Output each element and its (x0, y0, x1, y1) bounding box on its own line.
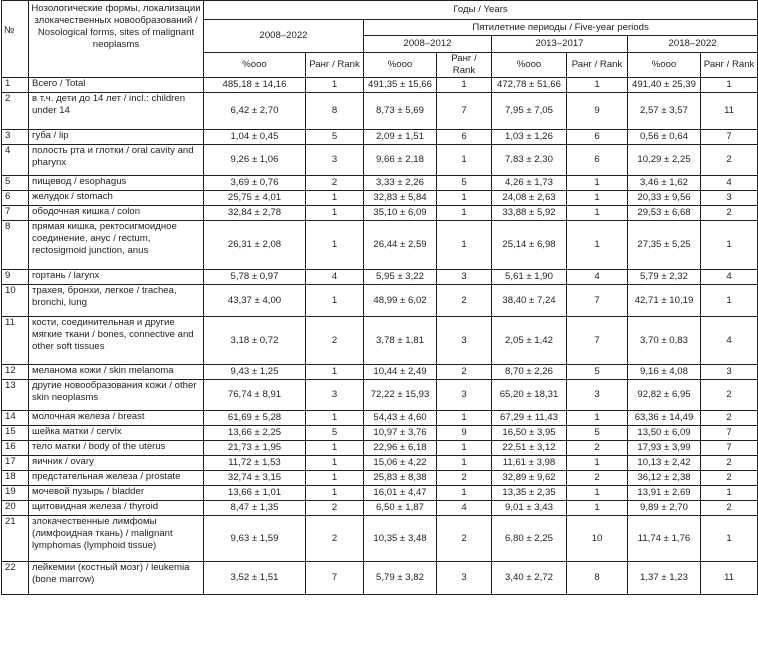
site-label: меланома кожи / skin melanoma (29, 365, 204, 380)
rank-cell: 1 (701, 221, 758, 270)
rate-cell: 5,79 ± 3,82 (364, 562, 437, 595)
rate-cell: 5,79 ± 2,32 (628, 270, 701, 285)
table-row (2, 221, 758, 270)
rank-cell: 1 (437, 441, 492, 456)
rate-cell: 11,61 ± 3,98 (492, 456, 567, 471)
rate-cell: 7,95 ± 7,05 (492, 93, 567, 130)
site-label: шейка матки / cervix (29, 426, 204, 441)
rank-cell: 4 (306, 270, 364, 285)
rate-cell: 491,35 ± 15,66 (364, 78, 437, 93)
rank-cell: 1 (701, 78, 758, 93)
rate-cell: 15,06 ± 4,22 (364, 456, 437, 471)
rate-cell: 21,73 ± 1,95 (204, 441, 306, 456)
rank-cell: 10 (567, 516, 628, 562)
rank-cell: 1 (306, 486, 364, 501)
rate-cell: 54,43 ± 4,60 (364, 411, 437, 426)
site-label: злокачественные лимфомы (лимфоидная ткань) / malignant lymphomas (lymphoid tissue) (29, 516, 204, 562)
rate-cell: 3,52 ± 1,51 (204, 562, 306, 595)
rank-cell: 2 (567, 471, 628, 486)
rate-header: %ooo (364, 53, 437, 78)
site-label: тело матки / body of the uterus (29, 441, 204, 456)
rank-cell: 3 (437, 317, 492, 365)
rank-cell: 7 (701, 130, 758, 145)
table-row (2, 317, 758, 365)
rank-cell: 2 (306, 176, 364, 191)
rank-cell: 3 (567, 380, 628, 411)
rate-cell: 9,26 ± 1,06 (204, 145, 306, 176)
rate-cell: 24,08 ± 2,63 (492, 191, 567, 206)
rate-cell: 9,66 ± 2,18 (364, 145, 437, 176)
rank-cell: 7 (437, 93, 492, 130)
rank-cell: 2 (437, 365, 492, 380)
table-row (2, 78, 758, 93)
rate-cell: 22,51 ± 3,12 (492, 441, 567, 456)
rank-cell: 2 (701, 501, 758, 516)
rank-cell: 8 (567, 562, 628, 595)
rate-cell: 25,83 ± 8,38 (364, 471, 437, 486)
rank-cell: 2 (306, 317, 364, 365)
rank-cell: 11 (701, 562, 758, 595)
rank-cell: 3 (437, 380, 492, 411)
rank-cell: 7 (701, 426, 758, 441)
rank-cell: 1 (306, 411, 364, 426)
row-number: 5 (2, 176, 29, 191)
table-row (2, 516, 758, 562)
rate-cell: 5,61 ± 1,90 (492, 270, 567, 285)
rate-cell: 67,29 ± 11,43 (492, 411, 567, 426)
table-row (2, 93, 758, 130)
rank-cell: 5 (437, 176, 492, 191)
table-row (2, 285, 758, 317)
rank-cell: 1 (567, 191, 628, 206)
table-row (2, 411, 758, 426)
rank-header: Ранг / Rank (437, 53, 492, 78)
rate-cell: 17,93 ± 3,99 (628, 441, 701, 456)
table-row (2, 176, 758, 191)
rate-cell: 25,14 ± 6,98 (492, 221, 567, 270)
rank-cell: 1 (306, 456, 364, 471)
rate-cell: 9,89 ± 2,70 (628, 501, 701, 516)
rate-cell: 1,37 ± 1,23 (628, 562, 701, 595)
rate-cell: 472,78 ± 51,66 (492, 78, 567, 93)
site-label: гортань / larynx (29, 270, 204, 285)
row-number: 2 (2, 93, 29, 130)
site-label: ободочная кишка / colon (29, 206, 204, 221)
rank-cell: 1 (306, 365, 364, 380)
rank-cell: 1 (437, 221, 492, 270)
rank-cell: 2 (437, 285, 492, 317)
rate-cell: 7,83 ± 2,30 (492, 145, 567, 176)
rank-cell: 1 (437, 206, 492, 221)
rank-cell: 1 (567, 456, 628, 471)
row-number: 10 (2, 285, 29, 317)
rank-cell: 1 (437, 456, 492, 471)
table-row (2, 270, 758, 285)
table-row (2, 441, 758, 456)
rank-cell: 5 (567, 426, 628, 441)
rank-cell: 6 (567, 145, 628, 176)
rank-cell: 11 (701, 93, 758, 130)
row-number: 22 (2, 562, 29, 595)
row-number: 7 (2, 206, 29, 221)
rank-cell: 2 (701, 206, 758, 221)
rank-cell: 1 (306, 285, 364, 317)
site-label: пищевод / esophagus (29, 176, 204, 191)
row-number: 11 (2, 317, 29, 365)
rate-cell: 48,99 ± 6,02 (364, 285, 437, 317)
rate-cell: 3,78 ± 1,81 (364, 317, 437, 365)
rate-cell: 13,91 ± 2,69 (628, 486, 701, 501)
rank-cell: 1 (567, 206, 628, 221)
rank-cell: 1 (437, 78, 492, 93)
row-number: 1 (2, 78, 29, 93)
rate-cell: 8,47 ± 1,35 (204, 501, 306, 516)
rank-header: Ранг / Rank (701, 53, 758, 78)
site-label: щитовидная железа / thyroid (29, 501, 204, 516)
overall-period-header: 2008–2022 (204, 20, 364, 53)
years-header: Годы / Years (204, 1, 758, 20)
rate-cell: 32,83 ± 5,84 (364, 191, 437, 206)
rank-cell: 2 (567, 441, 628, 456)
rank-cell: 3 (701, 365, 758, 380)
rank-cell: 1 (567, 221, 628, 270)
rate-cell: 9,43 ± 1,25 (204, 365, 306, 380)
rate-cell: 485,18 ± 14,16 (204, 78, 306, 93)
rank-cell: 3 (701, 191, 758, 206)
site-label: губа / lip (29, 130, 204, 145)
rate-cell: 10,13 ± 2,42 (628, 456, 701, 471)
row-number: 17 (2, 456, 29, 471)
site-label: желудок / stomach (29, 191, 204, 206)
row-number: 20 (2, 501, 29, 516)
rate-cell: 10,44 ± 2,49 (364, 365, 437, 380)
rate-cell: 3,40 ± 2,72 (492, 562, 567, 595)
rank-header: Ранг / Rank (306, 53, 364, 78)
rate-cell: 36,12 ± 2,38 (628, 471, 701, 486)
rate-cell: 16,50 ± 3,95 (492, 426, 567, 441)
rank-cell: 1 (437, 191, 492, 206)
rank-cell: 5 (306, 130, 364, 145)
rate-cell: 35,10 ± 6,09 (364, 206, 437, 221)
row-number: 8 (2, 221, 29, 270)
row-number: 13 (2, 380, 29, 411)
rate-cell: 4,26 ± 1,73 (492, 176, 567, 191)
row-number: 4 (2, 145, 29, 176)
rate-cell: 43,37 ± 4,00 (204, 285, 306, 317)
rate-cell: 13,50 ± 6,09 (628, 426, 701, 441)
rank-cell: 5 (567, 365, 628, 380)
rate-header: %ooo (204, 53, 306, 78)
rank-header: Ранг / Rank (567, 53, 628, 78)
site-label: лейкемии (костный мозг) / leukemia (bone marrow) (29, 562, 204, 595)
rank-cell: 6 (567, 130, 628, 145)
rate-cell: 11,72 ± 1,53 (204, 456, 306, 471)
rate-cell: 491,40 ± 25,39 (628, 78, 701, 93)
rank-cell: 1 (567, 176, 628, 191)
rank-cell: 4 (701, 270, 758, 285)
site-label: мочевой пузырь / bladder (29, 486, 204, 501)
rank-cell: 3 (437, 562, 492, 595)
row-number: 16 (2, 441, 29, 456)
rate-cell: 29,53 ± 6,68 (628, 206, 701, 221)
rate-cell: 0,56 ± 0,64 (628, 130, 701, 145)
rate-cell: 10,29 ± 2,25 (628, 145, 701, 176)
number-header: № (2, 1, 29, 78)
table-row (2, 365, 758, 380)
rank-cell: 2 (701, 411, 758, 426)
rank-cell: 1 (701, 285, 758, 317)
rank-cell: 8 (306, 93, 364, 130)
rank-cell: 9 (567, 93, 628, 130)
rank-cell: 1 (306, 221, 364, 270)
table-body (2, 78, 758, 595)
rate-cell: 32,74 ± 3,15 (204, 471, 306, 486)
rank-cell: 1 (306, 78, 364, 93)
rank-cell: 5 (306, 426, 364, 441)
rank-cell: 1 (701, 516, 758, 562)
rate-cell: 3,33 ± 2,26 (364, 176, 437, 191)
rate-cell: 38,40 ± 7,24 (492, 285, 567, 317)
site-label: прямая кишка, ректосигмоидное соединение, анус / rectum, rectosigmoid junction, anus (29, 221, 204, 270)
rank-cell: 4 (567, 270, 628, 285)
site-label: Всего / Total (29, 78, 204, 93)
rate-cell: 9,01 ± 3,43 (492, 501, 567, 516)
rank-cell: 7 (306, 562, 364, 595)
site-label: трахея, бронхи, легкое / trachea, bronchi, lung (29, 285, 204, 317)
row-number: 9 (2, 270, 29, 285)
rank-cell: 2 (701, 145, 758, 176)
rank-cell: 9 (437, 426, 492, 441)
rate-cell: 5,78 ± 0,97 (204, 270, 306, 285)
rate-cell: 8,70 ± 2,26 (492, 365, 567, 380)
rank-cell: 3 (306, 145, 364, 176)
table-row (2, 471, 758, 486)
row-number: 15 (2, 426, 29, 441)
rate-cell: 9,63 ± 1,59 (204, 516, 306, 562)
rate-cell: 11,74 ± 1,76 (628, 516, 701, 562)
rate-cell: 20,33 ± 9,56 (628, 191, 701, 206)
rate-cell: 25,75 ± 4,01 (204, 191, 306, 206)
rate-cell: 32,84 ± 2,78 (204, 206, 306, 221)
site-label: молочная железа / breast (29, 411, 204, 426)
incidence-table (1, 0, 758, 595)
table-row (2, 145, 758, 176)
rate-cell: 1,04 ± 0,45 (204, 130, 306, 145)
rate-cell: 26,31 ± 2,08 (204, 221, 306, 270)
rate-cell: 27,35 ± 5,25 (628, 221, 701, 270)
rate-cell: 9,16 ± 4,08 (628, 365, 701, 380)
site-label: кости, соединительная и другие мягкие ткани / bones, connective and other soft tissues (29, 317, 204, 365)
rate-cell: 10,35 ± 3,48 (364, 516, 437, 562)
rate-header: %ooo (628, 53, 701, 78)
rate-cell: 13,66 ± 2,25 (204, 426, 306, 441)
rank-cell: 1 (437, 145, 492, 176)
rate-cell: 3,70 ± 0,83 (628, 317, 701, 365)
table-row (2, 501, 758, 516)
row-number: 14 (2, 411, 29, 426)
rate-cell: 42,71 ± 10,19 (628, 285, 701, 317)
table-row (2, 486, 758, 501)
rank-cell: 6 (437, 130, 492, 145)
rate-cell: 63,36 ± 14,49 (628, 411, 701, 426)
rank-cell: 1 (567, 486, 628, 501)
row-number: 21 (2, 516, 29, 562)
rank-cell: 1 (701, 486, 758, 501)
rank-cell: 4 (701, 176, 758, 191)
rate-cell: 92,82 ± 6,95 (628, 380, 701, 411)
row-number: 3 (2, 130, 29, 145)
rank-cell: 2 (306, 516, 364, 562)
rate-cell: 6,42 ± 2,70 (204, 93, 306, 130)
rate-cell: 13,66 ± 1,01 (204, 486, 306, 501)
rank-cell: 1 (567, 78, 628, 93)
rate-cell: 8,73 ± 5,69 (364, 93, 437, 130)
rate-cell: 1,03 ± 1,26 (492, 130, 567, 145)
period-header-3: 2018–2022 (628, 36, 758, 53)
rank-cell: 1 (306, 191, 364, 206)
rank-cell: 2 (437, 516, 492, 562)
rank-cell: 1 (306, 441, 364, 456)
rank-cell: 7 (567, 317, 628, 365)
rank-cell: 1 (437, 486, 492, 501)
rank-cell: 4 (701, 317, 758, 365)
rate-cell: 32,89 ± 9,62 (492, 471, 567, 486)
site-label: яичник / ovary (29, 456, 204, 471)
rate-cell: 13,35 ± 2,35 (492, 486, 567, 501)
table-row (2, 562, 758, 595)
row-number: 18 (2, 471, 29, 486)
site-label: в т.ч. дети до 14 лет / incl.: children under 14 (29, 93, 204, 130)
forms-header: Нозологические формы, локализации злокачественных новообразований / Nosological forms, sites of malignant neoplasms (29, 1, 204, 78)
rate-cell: 2,57 ± 3,57 (628, 93, 701, 130)
rate-cell: 16,01 ± 4,47 (364, 486, 437, 501)
rank-cell: 2 (306, 501, 364, 516)
rank-cell: 1 (567, 411, 628, 426)
rate-cell: 3,46 ± 1,62 (628, 176, 701, 191)
period-header-2: 2013–2017 (492, 36, 628, 53)
rate-cell: 2,09 ± 1,51 (364, 130, 437, 145)
rate-cell: 6,50 ± 1,87 (364, 501, 437, 516)
rank-cell: 1 (306, 471, 364, 486)
rate-cell: 72,22 ± 15,93 (364, 380, 437, 411)
row-number: 19 (2, 486, 29, 501)
site-label: другие новообразования кожи / other skin neoplasms (29, 380, 204, 411)
rank-cell: 2 (701, 380, 758, 411)
rank-cell: 7 (567, 285, 628, 317)
rank-cell: 3 (437, 270, 492, 285)
rank-cell: 7 (701, 441, 758, 456)
rate-cell: 76,74 ± 8,91 (204, 380, 306, 411)
five-year-header: Пятилетние периоды / Five-year periods (364, 20, 758, 36)
rank-cell: 1 (437, 411, 492, 426)
table-row (2, 380, 758, 411)
period-header-1: 2008–2012 (364, 36, 492, 53)
rank-cell: 3 (306, 380, 364, 411)
rate-cell: 61,69 ± 5,28 (204, 411, 306, 426)
table-row (2, 191, 758, 206)
rank-cell: 4 (437, 501, 492, 516)
rate-cell: 10,97 ± 3,76 (364, 426, 437, 441)
rate-cell: 22,96 ± 6,18 (364, 441, 437, 456)
rate-cell: 5,95 ± 3,22 (364, 270, 437, 285)
table-row (2, 130, 758, 145)
rate-header: %ooo (492, 53, 567, 78)
rank-cell: 1 (567, 501, 628, 516)
rate-cell: 3,69 ± 0,76 (204, 176, 306, 191)
rank-cell: 2 (437, 471, 492, 486)
rate-cell: 3,18 ± 0,72 (204, 317, 306, 365)
rank-cell: 1 (306, 206, 364, 221)
site-label: полость рта и глотки / oral cavity and pharynx (29, 145, 204, 176)
table-row (2, 456, 758, 471)
rank-cell: 2 (701, 456, 758, 471)
table-row (2, 426, 758, 441)
rate-cell: 26,44 ± 2,59 (364, 221, 437, 270)
rate-cell: 6,80 ± 2,25 (492, 516, 567, 562)
rate-cell: 33,88 ± 5,92 (492, 206, 567, 221)
table-row (2, 206, 758, 221)
rate-cell: 65,20 ± 18,31 (492, 380, 567, 411)
rank-cell: 2 (701, 471, 758, 486)
row-number: 12 (2, 365, 29, 380)
rate-cell: 2,05 ± 1,42 (492, 317, 567, 365)
site-label: предстательная железа / prostate (29, 471, 204, 486)
row-number: 6 (2, 191, 29, 206)
